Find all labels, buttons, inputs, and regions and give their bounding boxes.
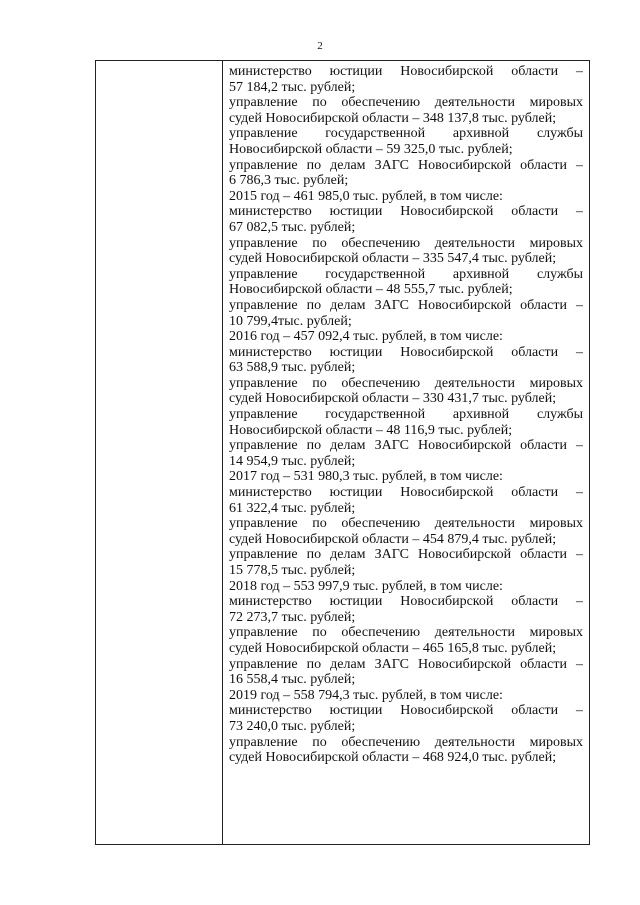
text-line: 2015 год – 461 985,0 тыс. рублей, в том числе: <box>229 188 503 204</box>
text-line: 67 082,5 тыс. рублей; <box>229 219 356 235</box>
table-right-cell <box>223 61 589 766</box>
text-line: управление по обеспечению деятельности мировых <box>229 235 583 251</box>
text-line: 16 558,4 тыс. рублей; <box>229 672 356 688</box>
text-line: управление по обеспечению деятельности мировых <box>229 734 583 750</box>
text-line: управление по обеспечению деятельности мировых <box>229 516 583 532</box>
text-line: управление по делам ЗАГС Новосибирской области – <box>229 438 583 454</box>
text-line: министерство юстиции Новосибирской области – <box>229 594 583 610</box>
text-line: министерство юстиции Новосибирской области – <box>229 703 583 719</box>
text-line: 2018 год – 553 997,9 тыс. рублей, в том числе: <box>229 578 503 594</box>
text-line: судей Новосибирской области – 330 431,7 тыс. рублей; <box>229 391 557 407</box>
text-line: судей Новосибирской области – 454 879,4 тыс. рублей; <box>229 531 557 547</box>
text-line: министерство юстиции Новосибирской области – <box>229 485 583 501</box>
text-line: 63 588,9 тыс. рублей; <box>229 360 356 376</box>
text-line: 57 184,2 тыс. рублей; <box>229 79 356 95</box>
text-line: 6 786,3 тыс. рублей; <box>229 173 349 189</box>
text-line: 10 799,4тыс. рублей; <box>229 313 352 329</box>
text-line: министерство юстиции Новосибирской области – <box>229 344 583 360</box>
text-line: Новосибирской области – 59 325,0 тыс. рублей; <box>229 141 513 157</box>
text-line: управление по делам ЗАГС Новосибирской области – <box>229 297 583 313</box>
text-line: управление государственной архивной службы <box>229 407 583 423</box>
text-line: управление по обеспечению деятельности мировых <box>229 95 583 111</box>
text-line: управление по делам ЗАГС Новосибирской области – <box>229 547 583 563</box>
text-line: управление государственной архивной службы <box>229 126 583 142</box>
table-left-cell <box>96 61 222 844</box>
text-line: судей Новосибирской области – 335 547,4 тыс. рублей; <box>229 251 557 267</box>
text-line: судей Новосибирской области – 348 137,8 тыс. рублей; <box>229 110 557 126</box>
text-line: 61 322,4 тыс. рублей; <box>229 500 356 516</box>
text-line: управление по делам ЗАГС Новосибирской области – <box>229 157 583 173</box>
page-number: 2 <box>317 40 323 52</box>
text-line: 2016 год – 457 092,4 тыс. рублей, в том числе: <box>229 329 503 345</box>
text-line: управление государственной архивной службы <box>229 266 583 282</box>
text-line: судей Новосибирской области – 465 165,8 тыс. рублей; <box>229 640 557 656</box>
text-line: 14 954,9 тыс. рублей; <box>229 453 356 469</box>
text-line: судей Новосибирской области – 468 924,0 тыс. рублей; <box>229 750 557 766</box>
text-line: 15 778,5 тыс. рублей; <box>229 563 356 578</box>
document-table <box>95 60 590 845</box>
text-line: 2019 год – 558 794,3 тыс. рублей, в том числе: <box>229 687 503 703</box>
text-line: Новосибирской области – 48 116,9 тыс. рублей; <box>229 422 513 438</box>
text-line: 72 273,7 тыс. рублей; <box>229 609 356 625</box>
text-line: управление по обеспечению деятельности мировых <box>229 625 583 641</box>
text-line: министерство юстиции Новосибирской области – <box>229 204 583 220</box>
text-line: управление по делам ЗАГС Новосибирской области – <box>229 656 583 672</box>
text-line: министерство юстиции Новосибирской области – <box>229 64 583 79</box>
text-line: 2017 год – 531 980,3 тыс. рублей, в том числе: <box>229 469 503 485</box>
text-line: 73 240,0 тыс. рублей; <box>229 718 356 734</box>
text-line: Новосибирской области – 48 555,7 тыс. рублей; <box>229 282 513 298</box>
text-line: управление по обеспечению деятельности мировых <box>229 375 583 391</box>
